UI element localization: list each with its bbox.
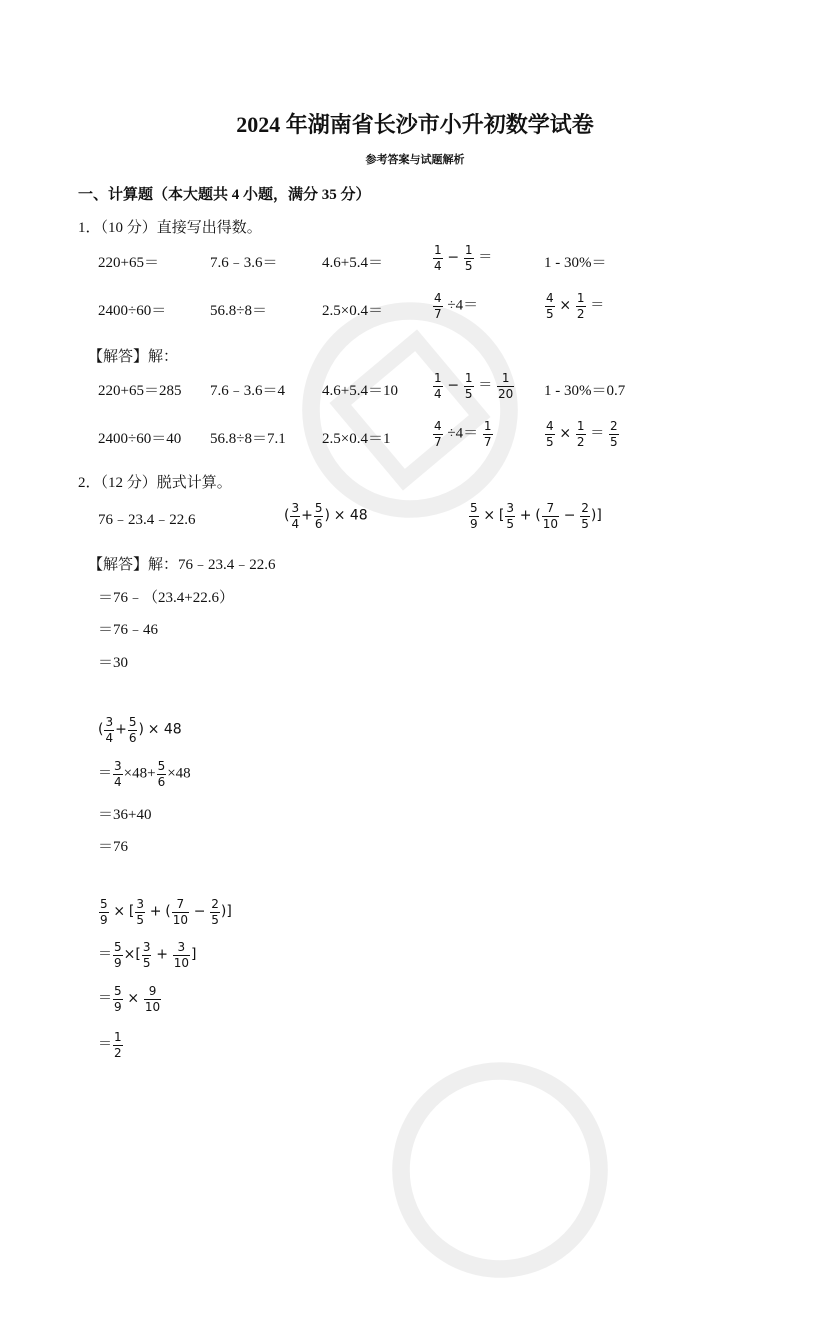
question-1-heading: 1．（10 分）直接写出得数。: [78, 220, 262, 236]
q1-answer: 7.6﹣3.6＝4: [210, 383, 286, 399]
q2-step: ＝36+40: [98, 807, 152, 823]
watermark-logo-bottom: [345, 1015, 655, 1325]
q1-item: 7.6﹣3.6＝: [210, 255, 278, 271]
q2-problem-2: ( $\frac{3}{4}$ + $\frac{5}{6}$ ) × 48: [284, 501, 368, 531]
q1-answer: 1 - 30%＝0.7: [544, 383, 626, 399]
q1-answer-fraction: $\frac{4}{5}$ × $\frac{1}{2}$ ＝ $\frac{2}{5}$: [546, 419, 618, 449]
q1-item-fraction: $\frac{1}{4}$ − $\frac{1}{5}$ ＝: [434, 243, 493, 273]
page-title: 2024 年湖南省长沙市小升初数学试卷: [236, 112, 594, 137]
q1-answer: 2400÷60＝40: [98, 431, 182, 447]
q1-answer-fraction: $\frac{1}{4}$ − $\frac{1}{5}$ ＝ $\frac{1}{20}$: [434, 371, 514, 401]
q1-item: 56.8÷8＝: [210, 303, 267, 319]
q1-item-fraction: $\frac{4}{7}$ ÷4＝: [434, 291, 479, 321]
q1-item: 2400÷60＝: [98, 303, 167, 319]
q2-step-fraction: ＝ $\frac{5}{9}$ ×[ $\frac{3}{5}$ + $\frac{3}{10}$ ]: [98, 940, 197, 970]
q2-problem-3: $\frac{5}{9}$ × [ $\frac{3}{5}$ + ( $\frac{7}{10}$ − $\frac{2}{5}$ )]: [470, 501, 602, 531]
q2-step: ＝76﹣46: [98, 622, 159, 638]
q1-item: 220+65＝: [98, 255, 159, 271]
q2-step: ＝76: [98, 839, 129, 855]
q1-answer: 2.5×0.4＝1: [322, 431, 391, 447]
q2-step-fraction: ＝ $\frac{5}{9}$ × $\frac{9}{10}$: [98, 984, 161, 1014]
question-2-heading: 2．（12 分）脱式计算。: [78, 475, 232, 491]
q2-step-fraction: ＝ $\frac{1}{2}$: [98, 1030, 122, 1060]
q1-answer: 220+65＝285: [98, 383, 182, 399]
section-heading: 一、计算题（本大题共 4 小题，满分 35 分）: [78, 187, 371, 203]
q1-answer: 56.8÷8＝7.1: [210, 431, 286, 447]
q1-answer: 4.6+5.4＝10: [322, 383, 398, 399]
answer-label: 【解答】解：76﹣23.4﹣22.6: [88, 557, 276, 573]
q2-step-fraction: ＝ $\frac{3}{4}$ ×48+ $\frac{5}{6}$ ×48: [98, 759, 191, 789]
q1-item: 2.5×0.4＝: [322, 303, 383, 319]
q2-step: ＝30: [98, 655, 129, 671]
q1-item-fraction: $\frac{4}{5}$ × $\frac{1}{2}$ ＝: [546, 291, 605, 321]
q1-item: 1 - 30%＝: [544, 255, 607, 271]
answer-label: 【解答】解：: [88, 349, 179, 365]
q2-step: ＝76﹣（23.4+22.6）: [98, 590, 234, 606]
q2-problem-1: 76﹣23.4﹣22.6: [98, 512, 196, 528]
page-subtitle: 参考答案与试题解析: [365, 154, 465, 166]
q2-step-fraction: $\frac{5}{9}$ × [ $\frac{3}{5}$ + ( $\frac{7}{10}$ − $\frac{2}{5}$ )]: [100, 897, 232, 927]
q2-step-fraction: ( $\frac{3}{4}$ + $\frac{5}{6}$ ) × 48: [98, 715, 182, 745]
q1-item: 4.6+5.4＝: [322, 255, 383, 271]
q1-answer-fraction: $\frac{4}{7}$ ÷4＝ $\frac{1}{7}$: [434, 419, 492, 449]
